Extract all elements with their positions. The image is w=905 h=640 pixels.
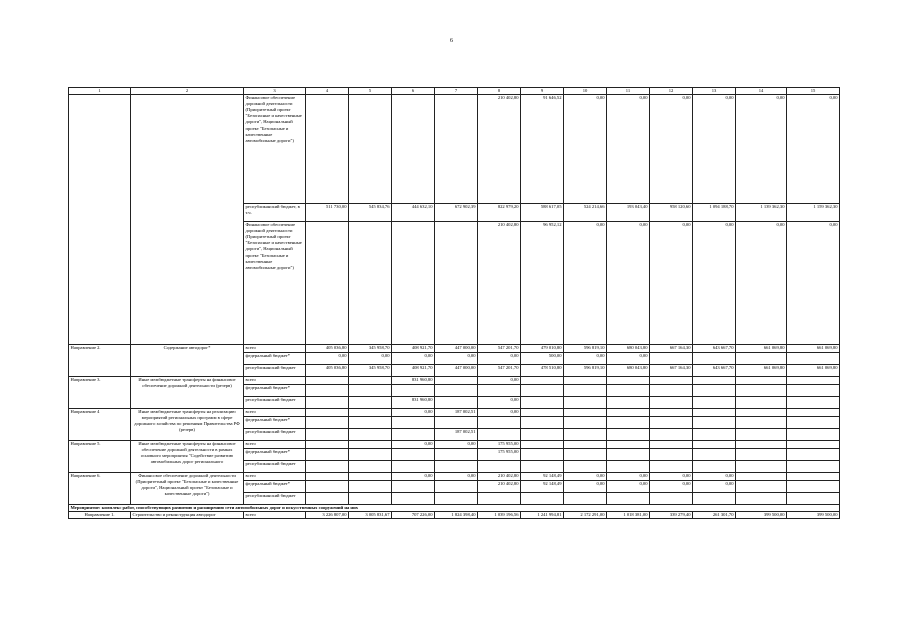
direction-name: Иные межбюджетные трансферты на финансовое обеспечение дорожной деятельности в рамках основного мероприятия "Содействие развитию автомобильных дорог регионального	[131, 441, 244, 473]
value-cell: 399 500,00	[736, 512, 787, 519]
value-cell	[521, 429, 564, 441]
value-cell: 0,00	[607, 481, 650, 493]
value-cell: 92 148,49	[521, 481, 564, 493]
value-cell	[349, 417, 392, 429]
value-cell	[650, 409, 693, 417]
value-cell: 596 819,10	[564, 365, 607, 377]
value-cell	[392, 461, 435, 473]
value-cell: 0,00	[478, 353, 521, 365]
value-cell: 0,00	[392, 441, 435, 449]
funding-source: всего	[244, 473, 306, 481]
value-cell	[736, 417, 787, 429]
value-cell	[736, 377, 787, 385]
value-cell: 661 069,80	[787, 365, 840, 377]
funding-source: всего	[244, 345, 306, 353]
funding-source: республиканский бюджет	[244, 429, 306, 441]
value-cell: 1 824 398,40	[435, 512, 478, 519]
col-number: 8	[478, 88, 521, 95]
value-cell	[349, 449, 392, 461]
value-cell: 187 002,51	[435, 429, 478, 441]
value-cell	[564, 409, 607, 417]
value-cell: 0,00	[564, 95, 607, 204]
value-cell	[392, 493, 435, 505]
value-cell: 680 043,80	[607, 345, 650, 353]
funding-source: Финансовое обеспечение дорожной деятельности (Приоритетный проект "Безопасные и качественные дороги", Национальный проект "Безопасные и качественные автомобильные дороги")	[244, 222, 306, 345]
value-cell	[306, 449, 349, 461]
col-number: 13	[693, 88, 736, 95]
value-cell: 0,00	[693, 481, 736, 493]
funding-source: республиканский бюджет	[244, 493, 306, 505]
value-cell	[693, 385, 736, 397]
value-cell	[693, 377, 736, 385]
value-cell	[787, 409, 840, 417]
value-cell: 707 226,00	[392, 512, 435, 519]
value-cell: 500,00	[521, 353, 564, 365]
value-cell	[693, 493, 736, 505]
value-cell	[736, 397, 787, 409]
value-cell: 478 510,80	[521, 365, 564, 377]
value-cell: 0,00	[607, 222, 650, 345]
value-cell	[349, 222, 392, 345]
value-cell: 661 069,80	[736, 345, 787, 353]
budget-table	[68, 87, 840, 519]
value-cell	[521, 409, 564, 417]
table-row	[69, 441, 840, 449]
col-number: 15	[787, 88, 840, 95]
value-cell: 210 402,80	[478, 473, 521, 481]
value-cell	[736, 449, 787, 461]
value-cell: 0,00	[564, 481, 607, 493]
value-cell: 0,00	[392, 473, 435, 481]
value-cell: 175 955,00	[478, 441, 521, 449]
value-cell	[392, 95, 435, 204]
value-cell	[787, 417, 840, 429]
value-cell: 339 279,40	[650, 512, 693, 519]
value-cell: 1 139 362,30	[736, 204, 787, 222]
value-cell: 667 164,30	[650, 345, 693, 353]
value-cell: 92 148,49	[521, 473, 564, 481]
value-cell: 447 000,00	[435, 365, 478, 377]
value-cell	[521, 377, 564, 385]
table-body	[69, 88, 840, 519]
value-cell: 0,00	[607, 473, 650, 481]
value-cell	[349, 493, 392, 505]
value-cell	[564, 429, 607, 441]
value-cell	[392, 429, 435, 441]
value-cell	[392, 385, 435, 397]
empty-cell	[131, 95, 244, 345]
value-cell	[650, 461, 693, 473]
funding-source: республиканский бюджет, в т.ч.	[244, 204, 306, 222]
value-cell	[392, 417, 435, 429]
funding-source: всего	[244, 441, 306, 449]
direction-label: Направление 1.	[69, 512, 131, 519]
value-cell: 661 069,80	[736, 365, 787, 377]
col-number: 10	[564, 88, 607, 95]
direction-label: Направление 2.	[69, 345, 131, 377]
value-cell: 0,00	[435, 473, 478, 481]
col-number: 11	[607, 88, 650, 95]
value-cell: 2 172 291,00	[564, 512, 607, 519]
value-cell: 405 036,80	[306, 365, 349, 377]
value-cell	[607, 449, 650, 461]
value-cell	[478, 493, 521, 505]
value-cell: 0,00	[349, 353, 392, 365]
col-number: 5	[349, 88, 392, 95]
value-cell: 0,00	[435, 441, 478, 449]
value-cell	[650, 449, 693, 461]
col-number: 3	[244, 88, 306, 95]
value-cell	[521, 441, 564, 449]
value-cell	[349, 377, 392, 385]
value-cell: 822 979,20	[478, 204, 521, 222]
value-cell: 1 094 188,70	[693, 204, 736, 222]
value-cell: 0,00	[564, 222, 607, 345]
value-cell	[693, 441, 736, 449]
value-cell	[787, 377, 840, 385]
value-cell	[650, 353, 693, 365]
value-cell	[435, 461, 478, 473]
value-cell	[564, 461, 607, 473]
value-cell: 175 955,00	[478, 449, 521, 461]
value-cell	[478, 417, 521, 429]
value-cell	[435, 493, 478, 505]
value-cell: 0,00	[478, 397, 521, 409]
value-cell	[736, 461, 787, 473]
direction-label: Направление 5.	[69, 441, 131, 473]
value-cell	[478, 429, 521, 441]
value-cell	[521, 417, 564, 429]
value-cell	[693, 353, 736, 365]
value-cell: 210 402,80	[478, 95, 521, 204]
value-cell	[650, 397, 693, 409]
value-cell	[607, 385, 650, 397]
direction-label: Направление 4	[69, 409, 131, 441]
value-cell	[435, 222, 478, 345]
direction-name: Иные межбюджетные трансферты на реализацию мероприятий региональных программ в сфере дорожного хозяйства по решениям Правительства РФ (резерв)	[131, 409, 244, 441]
value-cell	[521, 385, 564, 397]
value-cell: 0,00	[607, 353, 650, 365]
direction-label: Направление 3.	[69, 377, 131, 409]
value-cell	[478, 461, 521, 473]
value-cell	[650, 385, 693, 397]
value-cell	[306, 493, 349, 505]
value-cell	[521, 493, 564, 505]
page-number: 6	[450, 38, 453, 44]
value-cell: 3 005 831,67	[349, 512, 392, 519]
value-cell	[306, 461, 349, 473]
value-cell	[435, 449, 478, 461]
value-cell: 547 201,70	[478, 365, 521, 377]
value-cell	[736, 473, 787, 481]
funding-source: Финансовое обеспечение дорожной деятельности (Приоритетный проект "Безопасные и качественные дороги", Национальный проект "Безопасные и качественные автомобильные дороги")	[244, 95, 306, 204]
direction-name: Строительство и реконструкция автодорог	[131, 512, 244, 519]
value-cell	[564, 449, 607, 461]
value-cell: 667 164,30	[650, 365, 693, 377]
value-cell: 0,00	[736, 95, 787, 204]
value-cell: 1 039 196,56	[478, 512, 521, 519]
value-cell	[349, 385, 392, 397]
funding-source: республиканский бюджет	[244, 397, 306, 409]
value-cell: 643 667,70	[693, 345, 736, 353]
value-cell: 672 902,39	[435, 204, 478, 222]
value-cell	[693, 397, 736, 409]
value-cell: 0,00	[693, 222, 736, 345]
funding-source: всего	[244, 409, 306, 417]
value-cell: 596 819,10	[564, 345, 607, 353]
value-cell: 0,00	[787, 222, 840, 345]
value-cell: 210 402,80	[478, 481, 521, 493]
value-cell	[521, 397, 564, 409]
value-cell	[650, 417, 693, 429]
funding-source: федеральный бюджет*	[244, 353, 306, 365]
value-cell: 345 958,70	[349, 365, 392, 377]
value-cell	[787, 461, 840, 473]
col-number: 14	[736, 88, 787, 95]
value-cell: 831 960,80	[392, 377, 435, 385]
direction-name: Иные межбюджетные трансферты на финансовое обеспечение дорожной деятельности (резерв)	[131, 377, 244, 409]
value-cell	[349, 481, 392, 493]
value-cell	[607, 441, 650, 449]
col-number: 4	[306, 88, 349, 95]
funding-source: федеральный бюджет*	[244, 417, 306, 429]
value-cell: 210 402,80	[478, 222, 521, 345]
value-cell: 261 301,70	[693, 512, 736, 519]
value-cell	[607, 377, 650, 385]
value-cell: 0,00	[435, 353, 478, 365]
funding-source: федеральный бюджет*	[244, 481, 306, 493]
value-cell	[349, 461, 392, 473]
value-cell	[693, 461, 736, 473]
value-cell	[787, 473, 840, 481]
value-cell: 0,00	[564, 473, 607, 481]
value-cell	[564, 385, 607, 397]
table-row	[69, 409, 840, 417]
value-cell	[306, 473, 349, 481]
value-cell	[607, 417, 650, 429]
value-cell	[564, 417, 607, 429]
value-cell	[349, 409, 392, 417]
value-cell	[693, 429, 736, 441]
table-row	[69, 345, 840, 353]
value-cell: 0,00	[650, 473, 693, 481]
value-cell	[736, 429, 787, 441]
table-row	[69, 512, 840, 519]
value-cell	[435, 397, 478, 409]
value-cell: 680 043,80	[607, 365, 650, 377]
value-cell: 408 921,70	[392, 345, 435, 353]
value-cell	[736, 385, 787, 397]
value-cell: 524 214,66	[564, 204, 607, 222]
value-cell: 0,00	[607, 95, 650, 204]
value-cell	[349, 473, 392, 481]
value-cell	[736, 481, 787, 493]
value-cell	[306, 409, 349, 417]
value-cell	[607, 397, 650, 409]
value-cell: 661 069,80	[787, 345, 840, 353]
table-row	[69, 377, 840, 385]
value-cell	[435, 481, 478, 493]
value-cell	[650, 493, 693, 505]
value-cell	[564, 441, 607, 449]
col-number: 9	[521, 88, 564, 95]
direction-label: Направление 6.	[69, 473, 131, 505]
value-cell: 447 000,00	[435, 345, 478, 353]
value-cell	[349, 441, 392, 449]
value-cell	[306, 385, 349, 397]
value-cell	[564, 377, 607, 385]
value-cell: 405 036,80	[306, 345, 349, 353]
value-cell	[693, 409, 736, 417]
funding-source: федеральный бюджет*	[244, 449, 306, 461]
value-cell	[349, 397, 392, 409]
value-cell: 0,00	[306, 353, 349, 365]
col-number: 7	[435, 88, 478, 95]
value-cell: 0,00	[564, 353, 607, 365]
value-cell: 0,00	[478, 377, 521, 385]
funding-source: всего	[244, 377, 306, 385]
value-cell: 0,00	[392, 353, 435, 365]
value-cell	[306, 417, 349, 429]
value-cell	[435, 95, 478, 204]
section-title-row	[69, 505, 840, 512]
value-cell	[607, 461, 650, 473]
col-number: 1	[69, 88, 131, 95]
value-cell	[607, 429, 650, 441]
value-cell: 3 226 807,00	[306, 512, 349, 519]
value-cell	[736, 353, 787, 365]
value-cell: 193 043,40	[607, 204, 650, 222]
col-number: 12	[650, 88, 693, 95]
value-cell	[650, 441, 693, 449]
value-cell	[564, 397, 607, 409]
direction-name: Содержание автодорог*	[131, 345, 244, 377]
value-cell: 399 500,00	[787, 512, 840, 519]
value-cell	[306, 95, 349, 204]
value-cell	[650, 377, 693, 385]
value-cell: 0,00	[693, 473, 736, 481]
col-number: 2	[131, 88, 244, 95]
value-cell	[478, 385, 521, 397]
value-cell	[306, 397, 349, 409]
value-cell: 187 002,51	[435, 409, 478, 417]
value-cell: 831 960,80	[392, 397, 435, 409]
value-cell	[306, 222, 349, 345]
value-cell	[392, 449, 435, 461]
table-row	[69, 95, 840, 204]
col-number: 6	[392, 88, 435, 95]
value-cell: 0,00	[650, 222, 693, 345]
value-cell: 96 952,12	[521, 222, 564, 345]
value-cell: 588 617,05	[521, 204, 564, 222]
funding-source: республиканский бюджет	[244, 461, 306, 473]
value-cell	[435, 385, 478, 397]
value-cell	[736, 441, 787, 449]
value-cell	[787, 493, 840, 505]
value-cell	[306, 377, 349, 385]
value-cell: 479 010,80	[521, 345, 564, 353]
value-cell	[349, 429, 392, 441]
value-cell: 0,00	[478, 409, 521, 417]
value-cell: 1 241 994,81	[521, 512, 564, 519]
value-cell: 444 632,10	[392, 204, 435, 222]
value-cell	[787, 441, 840, 449]
value-cell: 511 730,00	[306, 204, 349, 222]
value-cell	[306, 441, 349, 449]
value-cell: 0,00	[736, 222, 787, 345]
funding-source: республиканский бюджет	[244, 365, 306, 377]
direction-name: Финансовое обеспечение дорожной деятельности (Приоритетный проект "Безопасные и качественные дороги", Национальный проект "Безопасные и качественные дороги")	[131, 473, 244, 505]
value-cell	[435, 417, 478, 429]
value-cell: 643 667,70	[693, 365, 736, 377]
funding-source: федеральный бюджет*	[244, 385, 306, 397]
value-cell	[650, 429, 693, 441]
value-cell	[693, 449, 736, 461]
value-cell	[521, 461, 564, 473]
value-cell	[787, 353, 840, 365]
value-cell	[564, 493, 607, 505]
value-cell: 0,00	[650, 95, 693, 204]
value-cell: 0,00	[392, 409, 435, 417]
table-row	[69, 473, 840, 481]
value-cell	[787, 481, 840, 493]
value-cell: 345 958,70	[349, 345, 392, 353]
value-cell: 0,00	[693, 95, 736, 204]
value-cell	[306, 481, 349, 493]
value-cell	[736, 493, 787, 505]
value-cell	[306, 429, 349, 441]
value-cell: 0,00	[787, 95, 840, 204]
value-cell	[787, 397, 840, 409]
value-cell: 408 921,70	[392, 365, 435, 377]
value-cell: 91 646,52	[521, 95, 564, 204]
value-cell	[349, 95, 392, 204]
funding-source: всего	[244, 512, 306, 519]
value-cell	[736, 409, 787, 417]
value-cell	[787, 429, 840, 441]
value-cell: 1 018 381,00	[607, 512, 650, 519]
value-cell	[607, 493, 650, 505]
empty-cell	[69, 95, 131, 345]
value-cell: 1 159 362,30	[787, 204, 840, 222]
value-cell	[392, 222, 435, 345]
value-cell	[607, 409, 650, 417]
value-cell	[693, 417, 736, 429]
column-number-row	[69, 88, 840, 95]
value-cell	[392, 481, 435, 493]
value-cell	[787, 449, 840, 461]
value-cell: 545 834,76	[349, 204, 392, 222]
value-cell: 0,00	[650, 481, 693, 493]
section-title: Мероприятие: комплекс работ, способствующих развитию и расширению сети автомобильных дорог и искусственных сооружений на них	[69, 505, 840, 512]
value-cell	[521, 449, 564, 461]
value-cell	[787, 385, 840, 397]
value-cell	[435, 377, 478, 385]
value-cell: 958 120,60	[650, 204, 693, 222]
value-cell: 547 201,70	[478, 345, 521, 353]
